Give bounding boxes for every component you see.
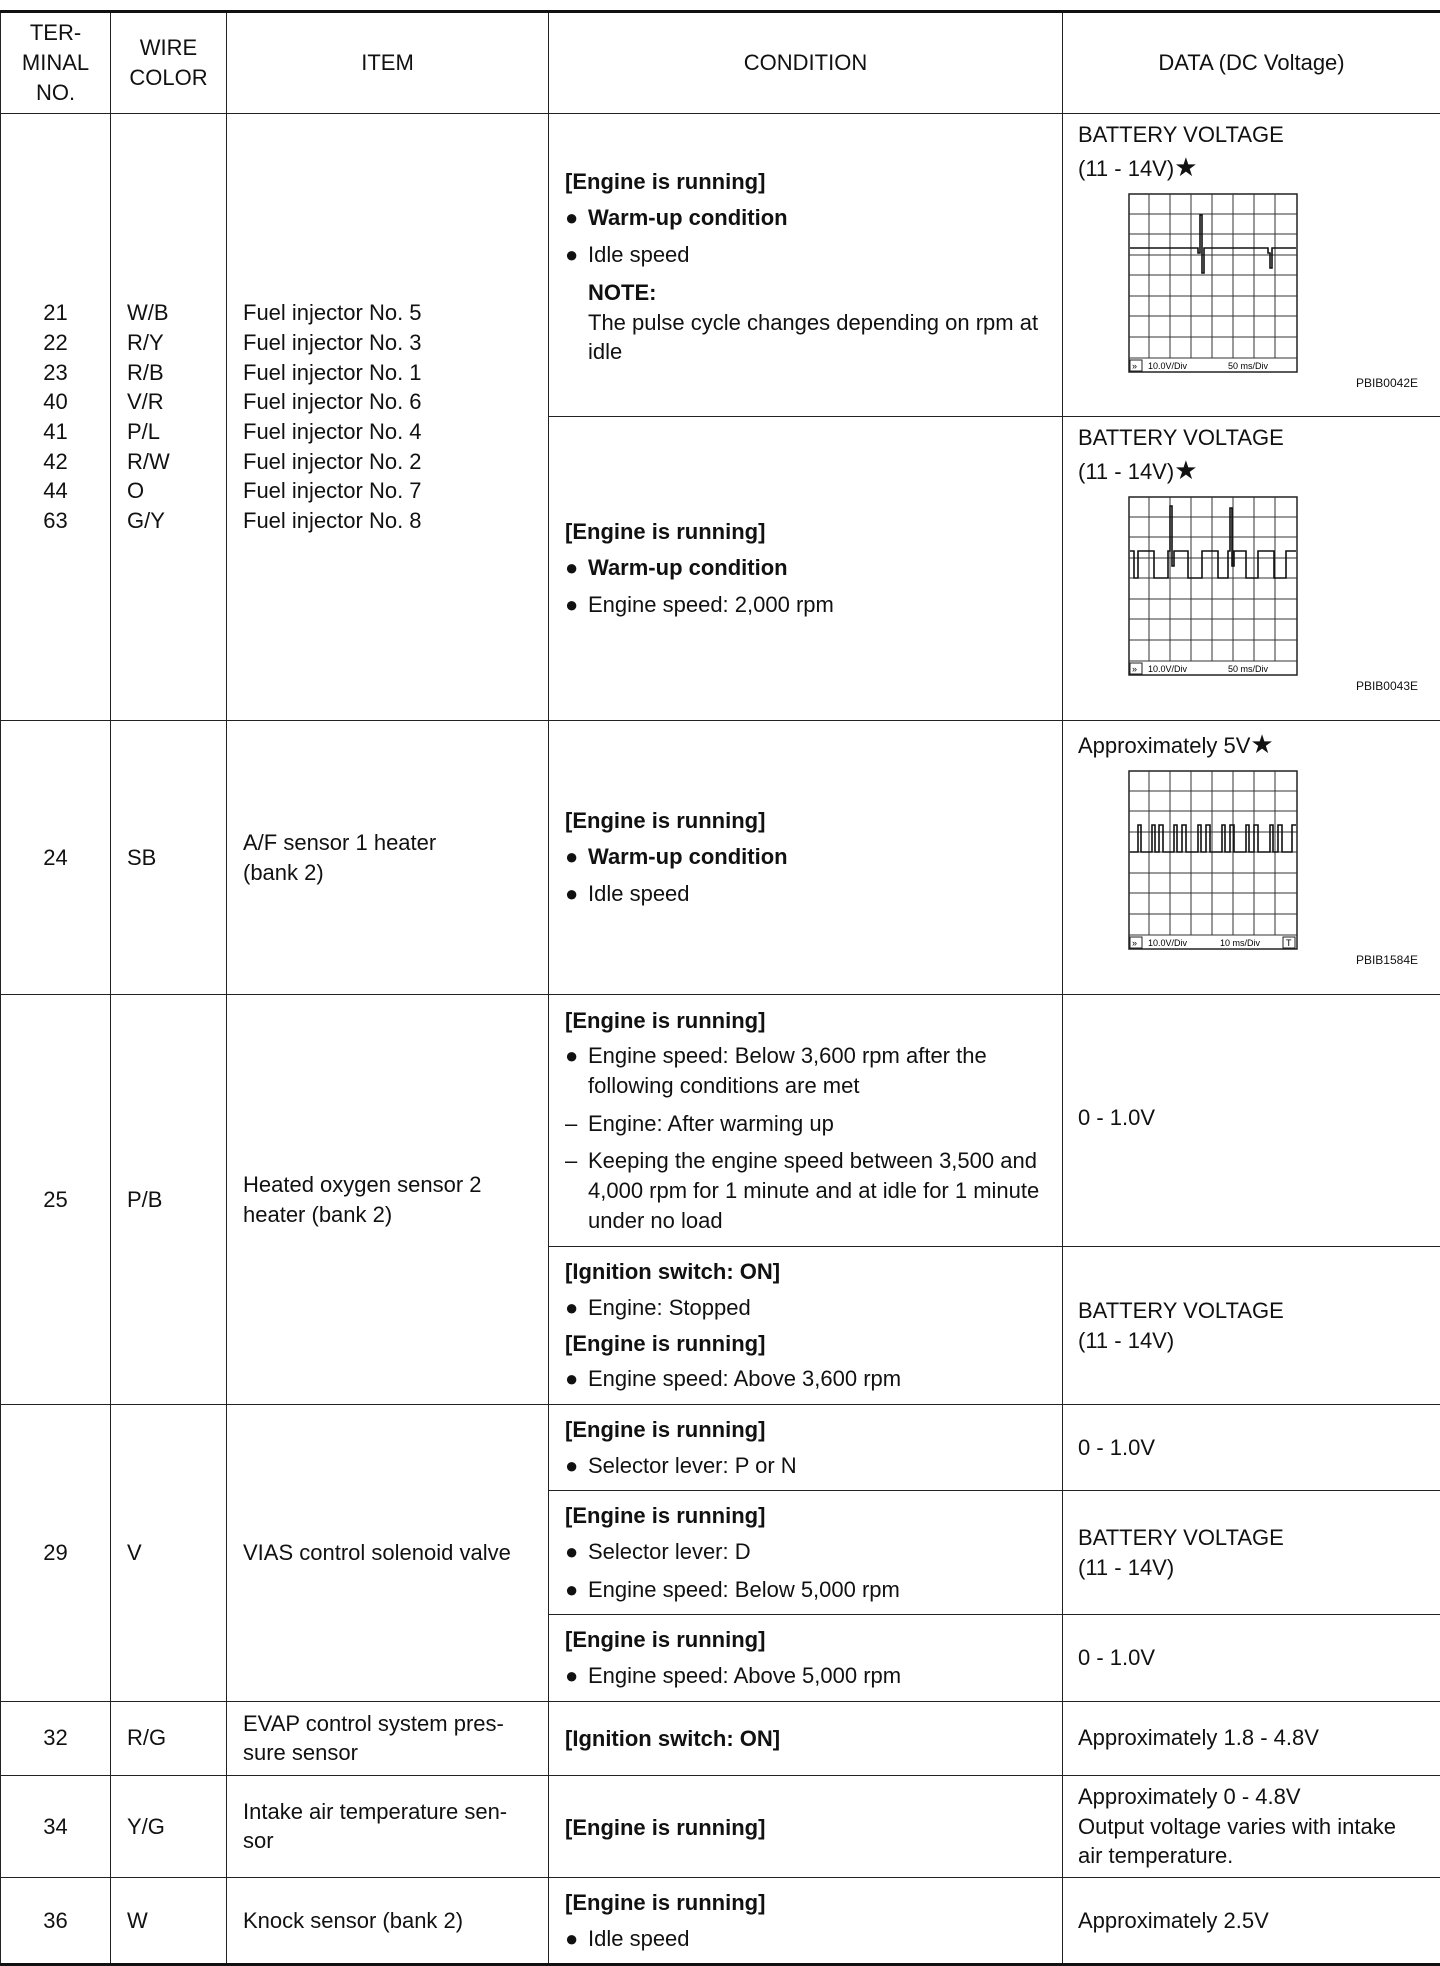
figure-id: PBIB0043E xyxy=(1078,678,1430,694)
header-wire-color: WIRE COLOR xyxy=(111,12,227,114)
oscilloscope-waveform-af-heater xyxy=(1128,770,1298,950)
table-row-vias-1 xyxy=(1,1405,1440,1491)
wire-color-cell: V xyxy=(111,1405,227,1702)
data-cell: BATTERY VOLTAGE (11 - 14V) xyxy=(1063,1247,1440,1405)
table-row-knock xyxy=(1,1877,1440,1964)
scope-volts-per-div: 10.0V/Div xyxy=(1148,938,1188,948)
data-cell: Approximately 0 - 4.8V Output voltage varies with intake air temperature. xyxy=(1063,1775,1440,1877)
data-cell: 0 - 1.0V xyxy=(1063,1405,1440,1491)
scope-volts-per-div: 10.0V/Div xyxy=(1148,361,1188,371)
wire-color-cell: W xyxy=(111,1877,227,1964)
oscilloscope-waveform-2000rpm xyxy=(1128,496,1298,676)
scope-volts-per-div: 10.0V/Div xyxy=(1148,664,1188,674)
data-cell: BATTERY VOLTAGE (11 - 14V) xyxy=(1063,1491,1440,1615)
table-row-af-heater xyxy=(1,721,1440,995)
condition-cell: [Engine is running] ● Warm-up condition ● Idle speed NOTE: The pulse cycle changes depending on rpm at idle xyxy=(549,114,1063,417)
scope-arrows-icon: » xyxy=(1132,938,1137,948)
condition-cell: [Engine is running] xyxy=(549,1775,1063,1877)
item-cell: VIAS control solenoid valve xyxy=(227,1405,549,1702)
wire-color-cell: SB xyxy=(111,721,227,995)
table-header-row xyxy=(1,12,1440,114)
data-cell: Approximately 1.8 - 4.8V xyxy=(1063,1701,1440,1775)
item-cell: EVAP control system pres- sure sensor xyxy=(227,1701,549,1775)
condition-cell: [Engine is running] ● Engine speed: Above 5,000 rpm xyxy=(549,1615,1063,1701)
data-cell: 0 - 1.0V xyxy=(1063,995,1440,1247)
terminal-cell: 29 xyxy=(1,1405,111,1702)
terminal-cell: 21 22 23 40 41 42 44 63 xyxy=(1,114,111,721)
wire-color-cell: P/B xyxy=(111,995,227,1405)
scope-arrows-icon: » xyxy=(1132,361,1137,371)
condition-cell: [Ignition switch: ON] ● Engine: Stopped [Engine is running] ● Engine speed: Above 3,600 rpm xyxy=(549,1247,1063,1405)
table-row-injectors-idle xyxy=(1,114,1440,417)
condition-cell: [Engine is running] ● Warm-up condition ● Engine speed: 2,000 rpm xyxy=(549,417,1063,721)
item-cell: Heated oxygen sensor 2 heater (bank 2) xyxy=(227,995,549,1405)
wire-color-cell: Y/G xyxy=(111,1775,227,1877)
scope-arrows-icon: » xyxy=(1132,664,1137,674)
data-cell: BATTERY VOLTAGE (11 - 14V)★ » 10.0V/Div 50 ms/Div PBIB0043E xyxy=(1063,417,1440,721)
wire-color-cell: W/B R/Y R/B V/R P/L R/W O G/Y xyxy=(111,114,227,721)
data-cell: 0 - 1.0V xyxy=(1063,1615,1440,1701)
terminal-cell: 34 xyxy=(1,1775,111,1877)
data-cell: Approximately 2.5V xyxy=(1063,1877,1440,1964)
terminal-table-page xyxy=(0,10,1440,1966)
item-cell: Knock sensor (bank 2) xyxy=(227,1877,549,1964)
terminal-cell: 25 xyxy=(1,995,111,1405)
data-cell: BATTERY VOLTAGE (11 - 14V)★ » 10.0V/Div 50 ms/Div PBIB0042E xyxy=(1063,114,1440,417)
header-terminal-no: TER- MINAL NO. xyxy=(1,12,111,114)
header-item: ITEM xyxy=(227,12,549,114)
header-data: DATA (DC Voltage) xyxy=(1063,12,1440,114)
scope-time-per-div: 50 ms/Div xyxy=(1228,361,1269,371)
condition-cell: [Engine is running] ● Engine speed: Below 3,600 rpm after the following conditions are met – Engine: After warming up – Keeping the engine speed between 3,500 and 4,000 rpm for 1 minute and at idle for 1 minute under no load xyxy=(549,995,1063,1247)
item-cell: Intake air temperature sen- sor xyxy=(227,1775,549,1877)
scope-time-per-div: 50 ms/Div xyxy=(1228,664,1269,674)
condition-cell: [Engine is running] ● Selector lever: P or N xyxy=(549,1405,1063,1491)
condition-cell: [Engine is running] ● Selector lever: D ● Engine speed: Below 5,000 rpm xyxy=(549,1491,1063,1615)
terminal-cell: 36 xyxy=(1,1877,111,1964)
oscilloscope-waveform-idle xyxy=(1128,193,1298,373)
data-cell: Approximately 5V★ » 10.0V/Div 10 ms/Div T PBIB1584E xyxy=(1063,721,1440,995)
terminal-cell: 32 xyxy=(1,1701,111,1775)
table-row-iat xyxy=(1,1775,1440,1877)
scope-time-per-div: 10 ms/Div xyxy=(1220,938,1261,948)
item-cell: A/F sensor 1 heater (bank 2) xyxy=(227,721,549,995)
condition-cell: [Engine is running] ● Warm-up condition ● Idle speed xyxy=(549,721,1063,995)
condition-cell: [Ignition switch: ON] xyxy=(549,1701,1063,1775)
wire-color-cell: R/G xyxy=(111,1701,227,1775)
condition-cell: [Engine is running] ● Idle speed xyxy=(549,1877,1063,1964)
figure-id: PBIB1584E xyxy=(1078,952,1430,968)
table-row-ho2-heater-1 xyxy=(1,995,1440,1247)
item-cell: Fuel injector No. 5 Fuel injector No. 3 Fuel injector No. 1 Fuel injector No. 6 Fuel injector No. 4 Fuel injector No. 2 Fuel injector No. 7 Fuel injector No. 8 xyxy=(227,114,549,721)
ecm-terminal-table xyxy=(0,10,1440,1966)
figure-id: PBIB0042E xyxy=(1078,375,1430,391)
table-row-evap xyxy=(1,1701,1440,1775)
header-condition: CONDITION xyxy=(549,12,1063,114)
scope-trigger-icon: T xyxy=(1286,938,1292,948)
terminal-cell: 24 xyxy=(1,721,111,995)
